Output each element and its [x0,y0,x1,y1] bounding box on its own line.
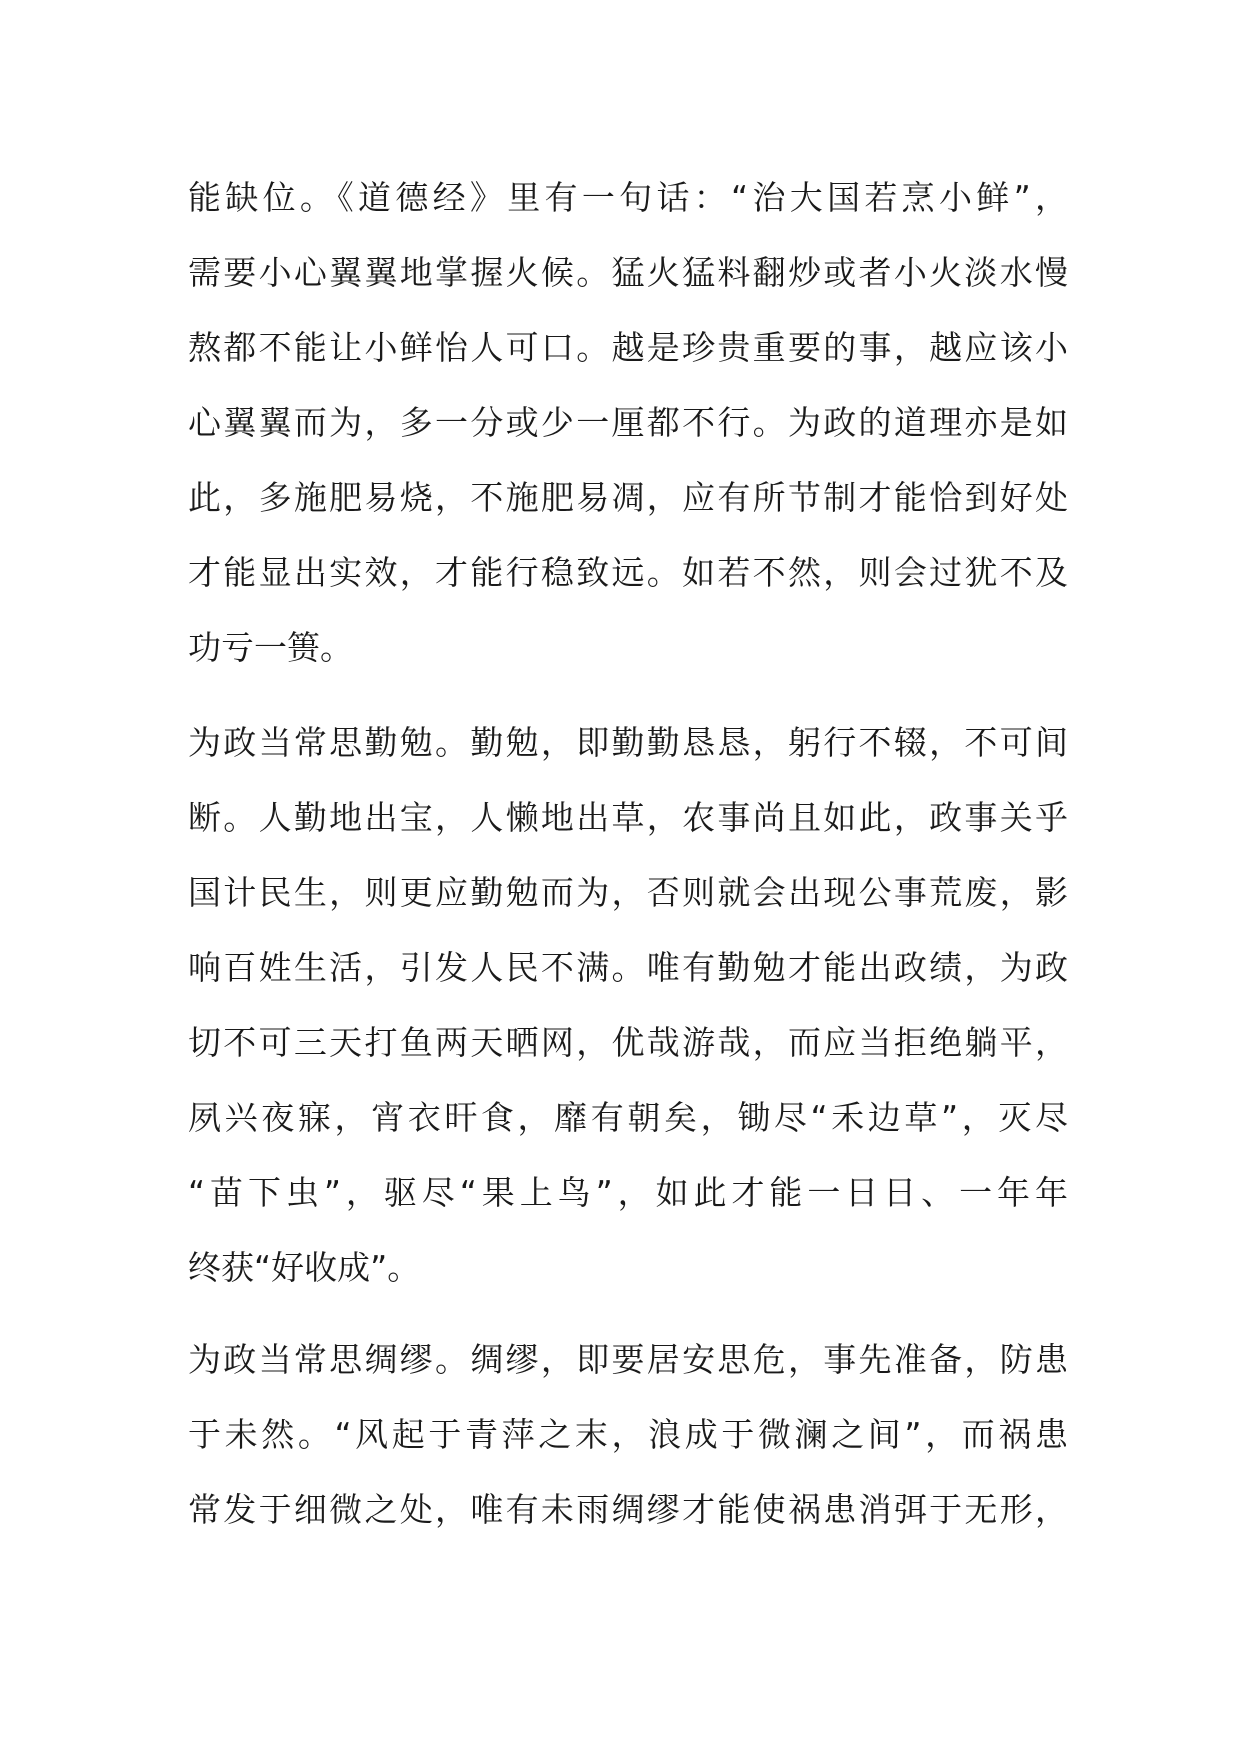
paragraph-line: 响百姓生活，引发人民不满。唯有勤勉才能出政绩，为政 [188,948,1068,987]
paragraph-line: 心翼翼而为，多一分或少一厘都不行。为政的道理亦是如 [188,403,1068,442]
paragraph-line: 切不可三天打鱼两天晒网，优哉游哉，而应当拒绝躺平， [188,1023,1068,1062]
paragraph-line: 夙兴夜寐，宵衣旰食，靡有朝矣，锄尽“禾边草”，灭尽 [188,1098,1068,1137]
paragraph-line: 断。人勤地出宝，人懒地出草，农事尚且如此，政事关乎 [188,798,1068,837]
paragraph-line: 熬都不能让小鲜怡人可口。越是珍贵重要的事，越应该小 [188,328,1068,367]
paragraph-line: 需要小心翼翼地掌握火候。猛火猛料翻炒或者小火淡水慢 [188,253,1068,292]
paragraph-line: “苗下虫”，驱尽“果上鸟”，如此才能一日日、一年年 [188,1173,1068,1212]
paragraph-3 [188,1322,1068,1547]
paragraph-line: 此，多施肥易烧，不施肥易凋，应有所节制才能恰到好处 [188,478,1068,517]
paragraph-line: 常发于细微之处，唯有未雨绸缪才能使祸患消弭于无形， [188,1490,1068,1529]
paragraph-line: 才能显出实效，才能行稳致远。如若不然，则会过犹不及 [188,553,1068,592]
paragraph-line: 能缺位。《道德经》里有一句话：“治大国若烹小鲜”， [188,178,1068,217]
paragraph-2 [188,705,1068,1305]
paragraph-line: 为政当常思绸缪。绸缪，即要居安思危，事先准备，防患 [188,1340,1068,1379]
paragraph-line: 为政当常思勤勉。勤勉，即勤勤恳恳，躬行不辍，不可间 [188,723,1068,762]
paragraph-1 [188,160,1068,685]
paragraph-line: 于未然。“风起于青萍之末，浪成于微澜之间”，而祸患 [188,1415,1068,1454]
paragraph-line: 国计民生，则更应勤勉而为，否则就会出现公事荒废，影 [188,873,1068,912]
paragraph-line: 功亏一篑。 [188,628,353,667]
paragraph-line: 终获“好收成”。 [188,1248,421,1287]
